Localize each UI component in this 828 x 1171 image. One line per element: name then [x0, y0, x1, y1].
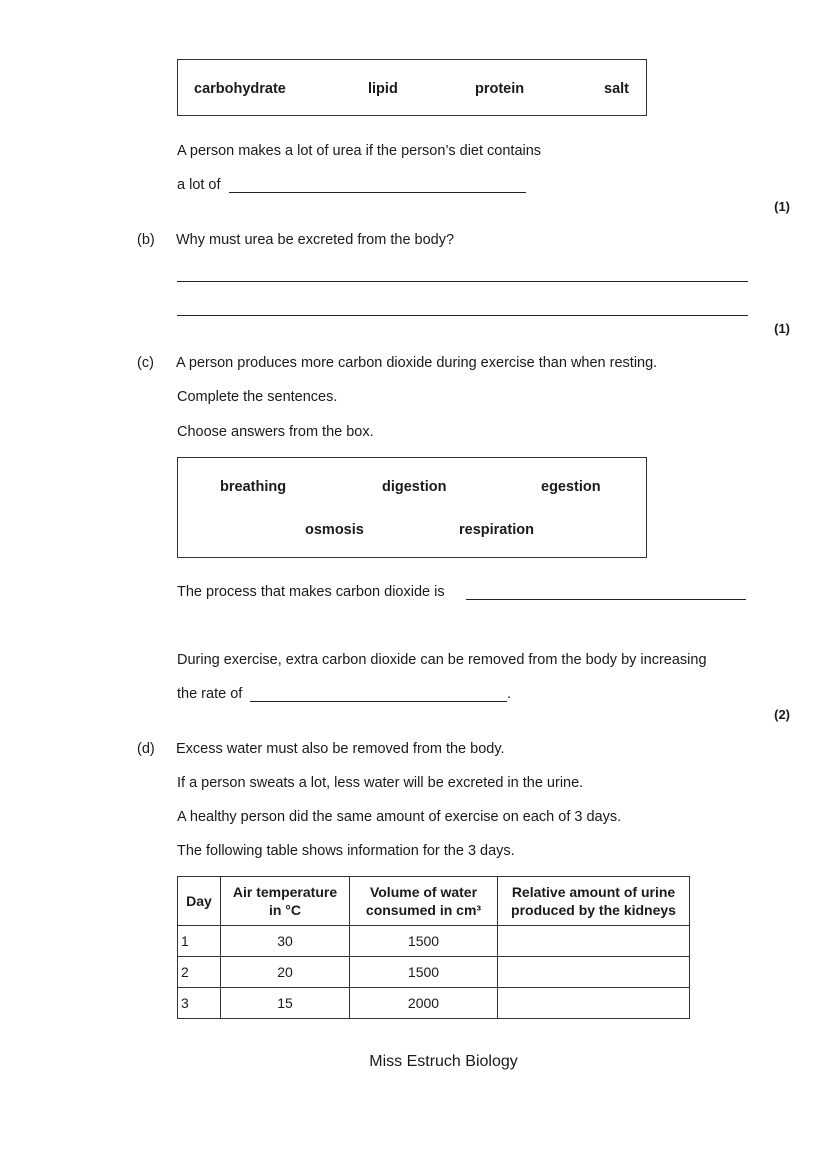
word-option: osmosis [305, 522, 364, 538]
header-water-volume: Volume of water consumed in cm³ [350, 877, 498, 926]
question-text: If a person sweats a lot, less water will be excreted in the urine. [177, 775, 584, 791]
header-air-temperature: Air temperature in °C [221, 877, 350, 926]
header-urine-amount: Relative amount of urine produced by the kidneys [498, 877, 690, 926]
word-option: lipid [368, 81, 398, 97]
cell-urine-answer[interactable] [498, 957, 690, 988]
cell-temperature: 15 [221, 988, 350, 1019]
question-text: A person makes a lot of urea if the person’s diet contains [177, 143, 542, 159]
cell-day: 3 [178, 988, 221, 1019]
question-text: the rate of [177, 686, 243, 702]
part-label: (c) [137, 355, 154, 371]
cell-temperature: 30 [221, 926, 350, 957]
table-row [178, 957, 690, 988]
word-box-a [177, 59, 647, 116]
sentence-end: . [507, 686, 512, 702]
part-label: (b) [137, 232, 155, 248]
marks-label: (2) [774, 707, 790, 722]
part-label: (d) [137, 741, 155, 757]
question-text: The process that makes carbon dioxide is [177, 584, 445, 600]
answer-line[interactable] [229, 192, 526, 193]
word-box-c [177, 457, 647, 558]
cell-water: 2000 [350, 988, 498, 1019]
table-header-row [178, 877, 690, 926]
question-text: Excess water must also be removed from the body. [176, 741, 505, 757]
answer-line[interactable] [466, 599, 746, 600]
marks-label: (1) [774, 199, 790, 214]
answer-line[interactable] [250, 701, 507, 702]
question-text: The following table shows information for the 3 days. [177, 843, 515, 859]
table-row [178, 926, 690, 957]
word-option: salt [604, 81, 629, 97]
header-day: Day [178, 877, 221, 926]
question-text: a lot of [177, 177, 221, 193]
cell-urine-answer[interactable] [498, 988, 690, 1019]
question-text: A person produces more carbon dioxide during exercise than when resting. [176, 355, 658, 371]
word-option: respiration [459, 522, 534, 538]
word-option: protein [475, 81, 525, 97]
cell-day: 2 [178, 957, 221, 988]
word-option: carbohydrate [194, 81, 286, 97]
answer-line[interactable] [177, 281, 748, 282]
answer-line[interactable] [177, 315, 748, 316]
cell-temperature: 20 [221, 957, 350, 988]
question-text: Why must urea be excreted from the body? [176, 232, 455, 248]
word-option: breathing [220, 479, 287, 495]
cell-urine-answer[interactable] [498, 926, 690, 957]
question-text: During exercise, extra carbon dioxide can be removed from the body by increasing [177, 652, 707, 668]
instruction-text: Complete the sentences. [177, 389, 338, 405]
cell-water: 1500 [350, 926, 498, 957]
word-option: digestion [382, 479, 447, 495]
marks-label: (1) [774, 321, 790, 336]
table-row [178, 988, 690, 1019]
instruction-text: Choose answers from the box. [177, 424, 374, 440]
word-option: egestion [541, 479, 601, 495]
question-text: A healthy person did the same amount of exercise on each of 3 days. [177, 809, 622, 825]
cell-day: 1 [178, 926, 221, 957]
cell-water: 1500 [350, 957, 498, 988]
data-table [177, 876, 690, 1019]
footer-text: Miss Estruch Biology [369, 1053, 518, 1070]
